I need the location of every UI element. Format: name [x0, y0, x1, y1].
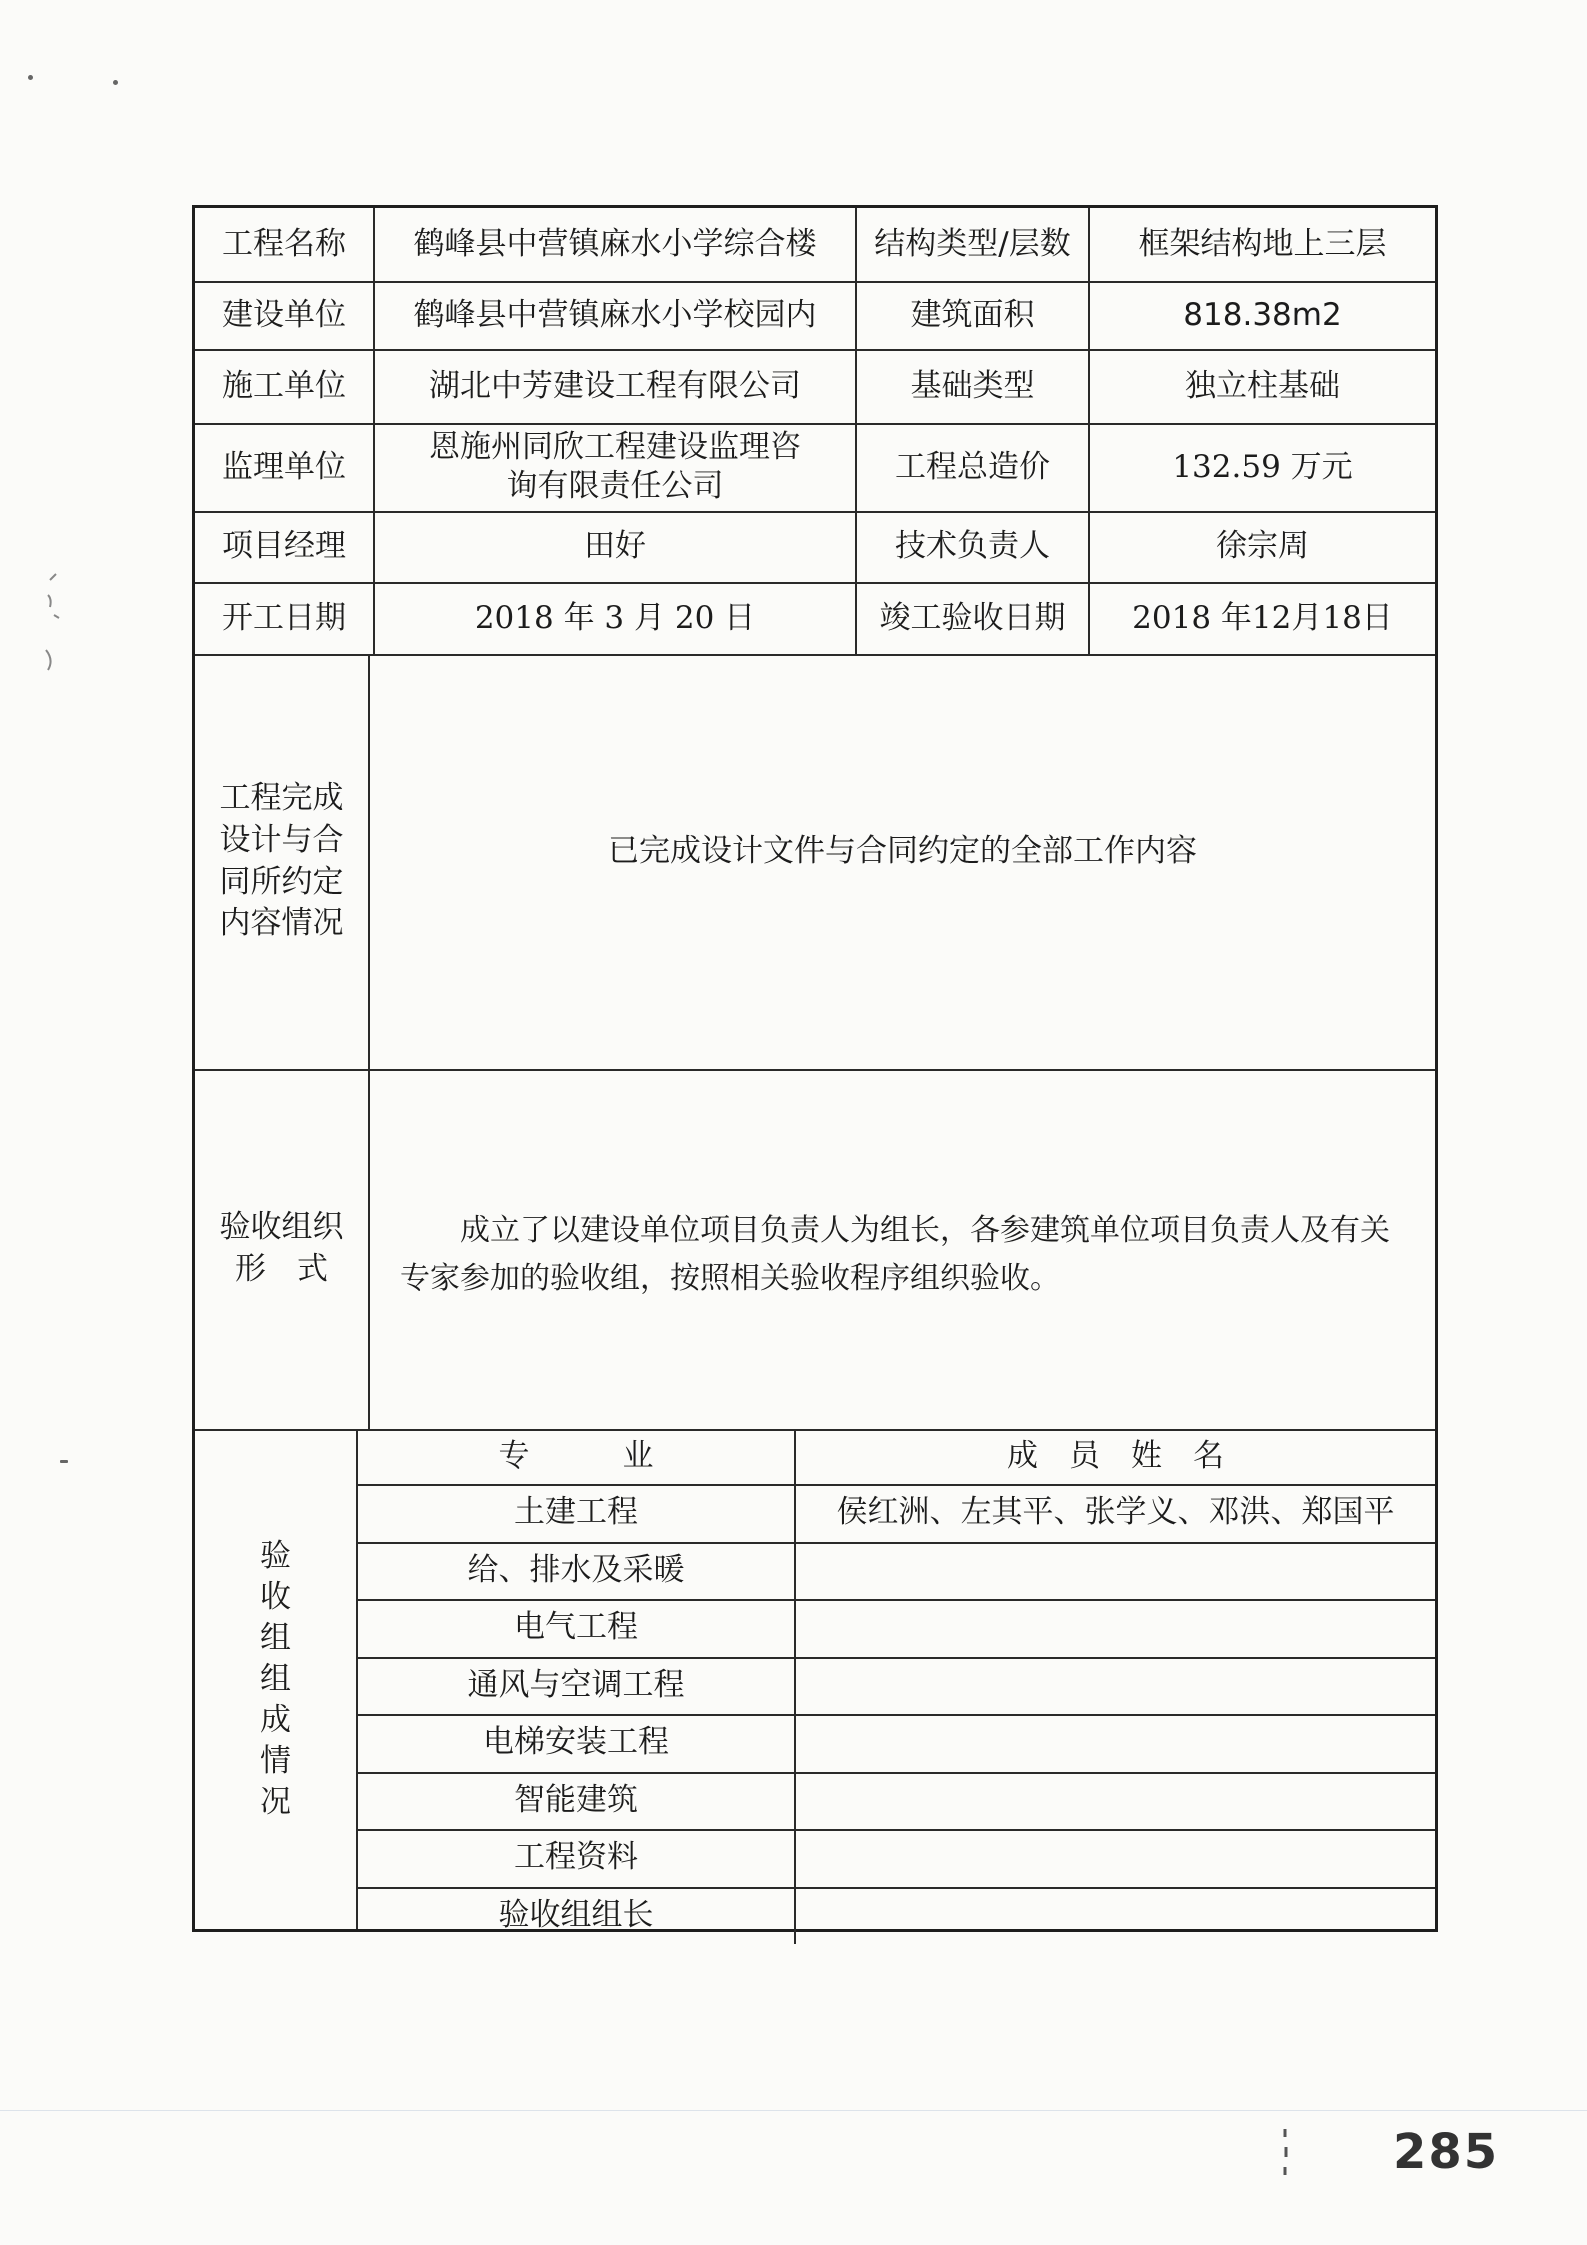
row-label: 项目经理 — [195, 511, 375, 582]
row-value-2: 2018 年12月18日 — [1132, 599, 1393, 636]
table-row — [195, 281, 1435, 351]
page-number: 285 — [1393, 2124, 1500, 2180]
table-row — [195, 423, 1435, 513]
row-label-2: 结构类型/层数 — [857, 208, 1090, 281]
specialty-cell: 土建工程 — [358, 1484, 796, 1542]
completion-label-text: 工程完成设计与合同所约定内容情况 — [219, 779, 344, 942]
row-label-2: 建筑面积 — [857, 281, 1090, 349]
row-label-2: 竣工验收日期 — [857, 582, 1090, 654]
row-label: 施工单位 — [195, 349, 375, 423]
table-row — [195, 582, 1435, 656]
composition-section — [195, 1429, 1435, 1933]
members-cell — [796, 1542, 1435, 1600]
specialty-cell: 给、排水及采暖 — [358, 1542, 796, 1600]
specialty-cell: 电气工程 — [358, 1599, 796, 1657]
row-value: 湖北中芳建设工程有限公司 — [375, 349, 857, 423]
specialty-cell: 智能建筑 — [358, 1772, 796, 1830]
completion-section — [195, 654, 1435, 1071]
organization-section — [195, 1069, 1435, 1431]
acceptance-table — [192, 205, 1438, 1932]
row-value-2: 徐宗周 — [1216, 528, 1309, 565]
members-cell: 侯红洲、左其平、张学义、邓洪、郑国平 — [836, 1494, 1395, 1531]
row-value: 2018 年 3 月 20 日 — [375, 582, 857, 654]
table-row — [195, 208, 1435, 283]
members-cell — [796, 1714, 1435, 1772]
page-edge-line — [0, 2110, 1587, 2111]
row-label-2: 技术负责人 — [857, 511, 1090, 582]
table-row — [195, 349, 1435, 425]
composition-row — [358, 1829, 1435, 1889]
composition-grid — [358, 1429, 1435, 1933]
composition-label — [195, 1429, 358, 1929]
row-value-2: 独立柱基础 — [1185, 367, 1340, 404]
row-label: 开工日期 — [195, 582, 375, 654]
header-specialty: 专 业 — [358, 1429, 796, 1484]
completion-label — [195, 654, 370, 1069]
members-cell — [796, 1829, 1435, 1887]
specialty-cell: 电梯安装工程 — [358, 1714, 796, 1772]
composition-row — [358, 1887, 1435, 1945]
organization-body — [370, 1069, 1435, 1429]
row-value-2: 818.38m2 — [1183, 296, 1342, 333]
scan-mark — [40, 570, 90, 680]
organization-label — [195, 1069, 370, 1429]
row-label-2: 基础类型 — [857, 349, 1090, 423]
scan-speck — [113, 80, 118, 85]
organization-text: 成立了以建设单位项目负责人为组长，各参建筑单位项目负责人及有关专家参加的验收组，按照相关验收程序组织验收。 — [400, 1213, 1390, 1296]
scan-speck — [60, 1460, 68, 1463]
composition-row — [358, 1599, 1435, 1659]
scan-speck — [28, 75, 33, 80]
row-value-2: 132.59 万元 — [1172, 448, 1353, 485]
row-value: 田好 — [375, 511, 857, 582]
composition-header — [358, 1429, 1435, 1486]
composition-row — [358, 1484, 1435, 1544]
row-value: 鹤峰县中营镇麻水小学校园内 — [375, 281, 857, 349]
specialty-cell: 通风与空调工程 — [358, 1657, 796, 1715]
members-cell — [796, 1772, 1435, 1830]
completion-text: 已完成设计文件与合同约定的全部工作内容 — [608, 833, 1197, 870]
row-value-2: 框架结构地上三层 — [1138, 226, 1387, 263]
organization-label-text: 验收组织形 式 — [219, 1209, 344, 1287]
composition-row — [358, 1542, 1435, 1602]
composition-row — [358, 1657, 1435, 1717]
binding-mark — [1280, 2125, 1292, 2185]
composition-label-text: 验收组组成情况 — [260, 1537, 291, 1820]
header-members: 成 员 姓 名 — [1007, 1438, 1224, 1475]
specialty-cell: 工程资料 — [358, 1829, 796, 1887]
row-label: 监理单位 — [195, 423, 375, 511]
members-cell — [796, 1657, 1435, 1715]
composition-row — [358, 1714, 1435, 1774]
composition-row — [358, 1772, 1435, 1832]
members-cell — [796, 1887, 1435, 1945]
row-label: 工程名称 — [195, 208, 375, 281]
members-cell — [796, 1599, 1435, 1657]
row-value: 恩施州同欣工程建设监理咨询有限责任公司 — [375, 423, 857, 511]
specialty-cell: 验收组组长 — [358, 1887, 796, 1945]
table-row — [195, 511, 1435, 584]
row-value: 鹤峰县中营镇麻水小学综合楼 — [375, 208, 857, 281]
row-label: 建设单位 — [195, 281, 375, 349]
row-label-2: 工程总造价 — [857, 423, 1090, 511]
